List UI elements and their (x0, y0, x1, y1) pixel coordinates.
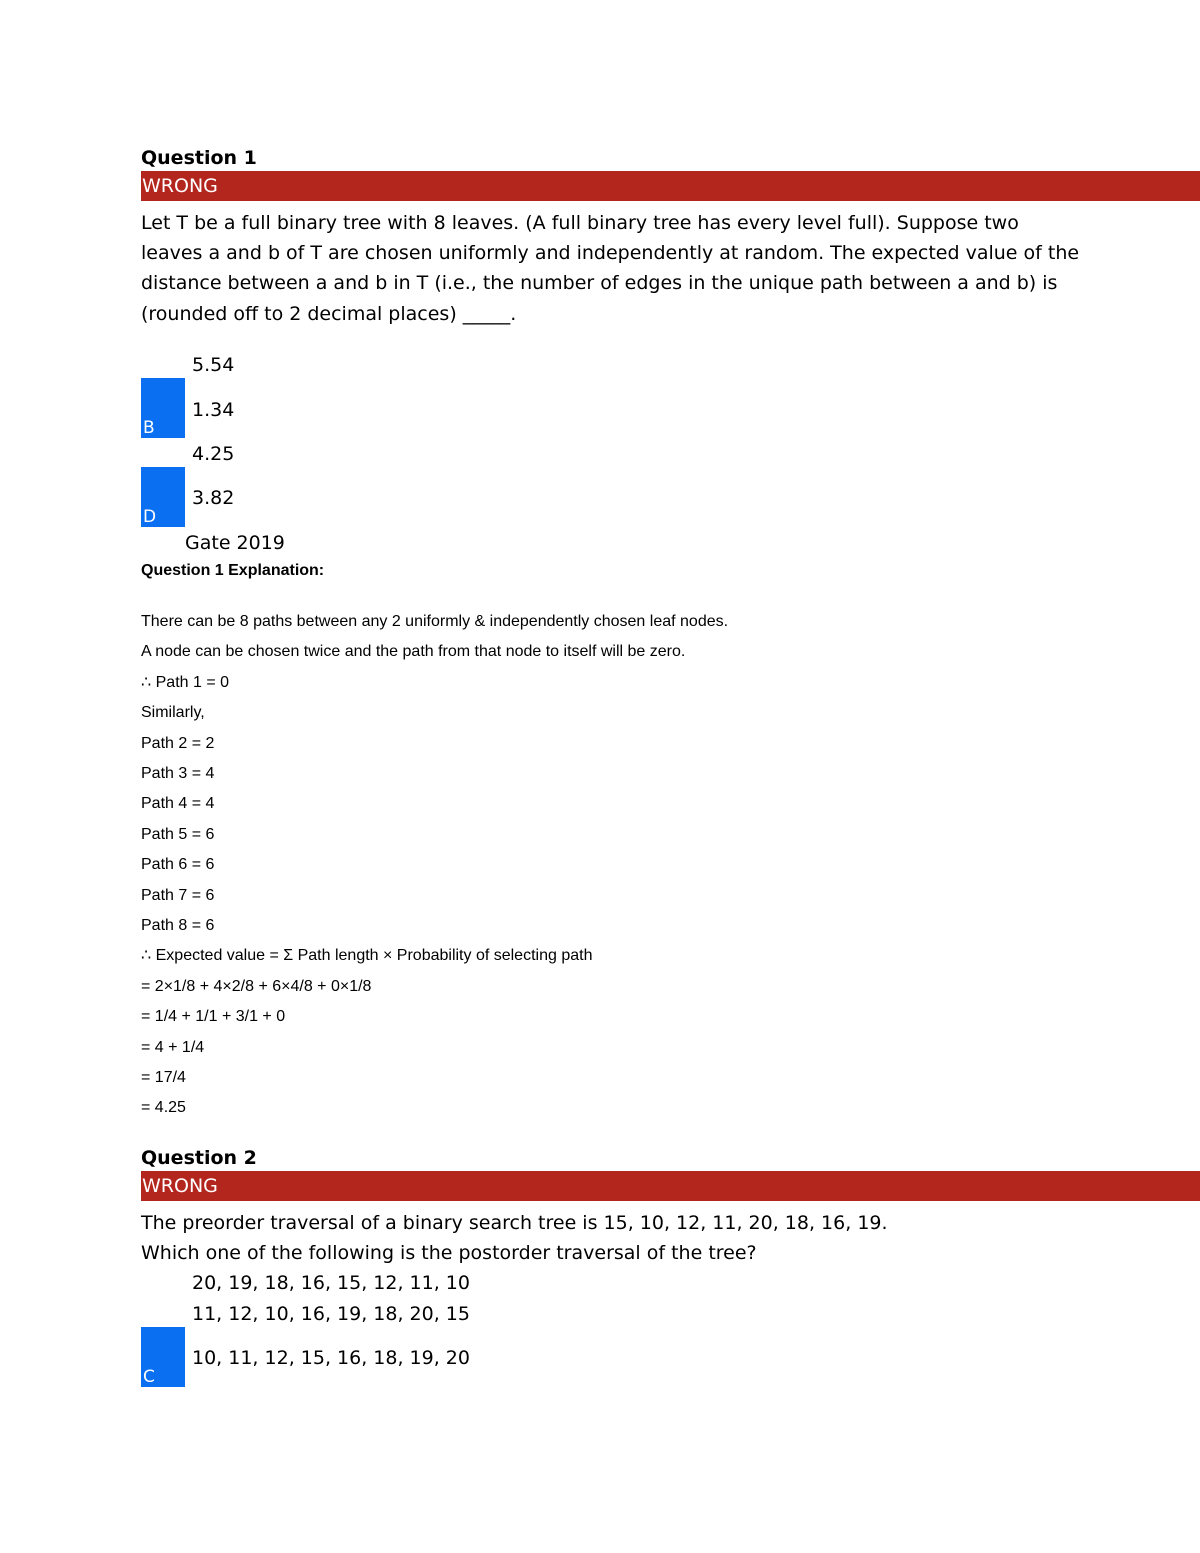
question-1-source: Gate 2019 (185, 532, 285, 554)
explanation-line: There can be 8 paths between any 2 uniformly & independently chosen leaf nodes. (141, 613, 729, 630)
question-1-explanation-title: Question 1 Explanation: (141, 562, 325, 579)
option-marker: B (141, 378, 185, 438)
explanation-line: Similarly, (141, 704, 205, 722)
option-text: 1.34 (192, 399, 235, 421)
explanation-line: = 17/4 (141, 1069, 186, 1086)
question-2-text-line-1: The preorder traversal of a binary search tree is 15, 10, 12, 11, 20, 18, 16, 19. (141, 1212, 888, 1234)
explanation-line: Path 6 = 6 (141, 856, 215, 874)
question-1-status-bar (141, 171, 1200, 201)
option-text: 4.25 (192, 443, 235, 465)
question-2-option-c[interactable] (141, 1327, 841, 1387)
explanation-line: Path 8 = 6 (141, 917, 215, 934)
question-1-text: Let T be a full binary tree with 8 leaves. (A full binary tree has every level full). Suppose two leaves a and b of T are chosen uniformly and independently at random. The expected value of the distance between a and b in T (i.e., the number of edges in the unique path between a and b) is (rounded off to 2 decimal places) _____. (141, 212, 1080, 325)
explanation-line: Path 2 = 2 (141, 734, 215, 752)
explanation-line: Path 3 = 4 (141, 765, 215, 782)
explanation-line: = 4 + 1/4 (141, 1038, 205, 1056)
option-text: 11, 12, 10, 16, 19, 18, 20, 15 (192, 1303, 470, 1325)
option-marker: C (141, 1327, 185, 1387)
explanation-line: = 1/4 + 1/1 + 3/1 + 0 (141, 1008, 286, 1026)
question-2-title: Question 2 (141, 1147, 257, 1169)
explanation-line: Path 7 = 6 (141, 886, 215, 904)
option-text: 5.54 (192, 354, 235, 376)
explanation-line: Path 4 = 4 (141, 795, 215, 813)
explanation-line: = 4.25 (141, 1099, 186, 1117)
option-text: 10, 11, 12, 15, 16, 18, 19, 20 (192, 1347, 470, 1369)
option-marker: D (141, 467, 185, 527)
question-1-title: Question 1 (141, 147, 257, 169)
explanation-line: = 2×1/8 + 4×2/8 + 6×4/8 + 0×1/8 (141, 977, 372, 995)
explanation-line: Path 5 = 6 (141, 825, 215, 843)
option-text: 3.82 (192, 487, 235, 509)
question-2-status-bar (141, 1171, 1200, 1201)
option-text: 20, 19, 18, 16, 15, 12, 11, 10 (192, 1272, 470, 1294)
question-1-status: WRONG (142, 175, 218, 197)
question-1-option-d[interactable] (141, 467, 841, 527)
explanation-line: ∴ Path 1 = 0 (141, 673, 230, 691)
question-2-text-line-2: Which one of the following is the postorder traversal of the tree? (141, 1242, 757, 1264)
explanation-line: ∴ Expected value = Σ Path length × Probability of selecting path (141, 947, 593, 965)
question-2-status: WRONG (142, 1175, 218, 1197)
explanation-line: A node can be chosen twice and the path from that node to itself will be zero. (141, 643, 686, 661)
question-1-option-b[interactable] (141, 378, 841, 438)
